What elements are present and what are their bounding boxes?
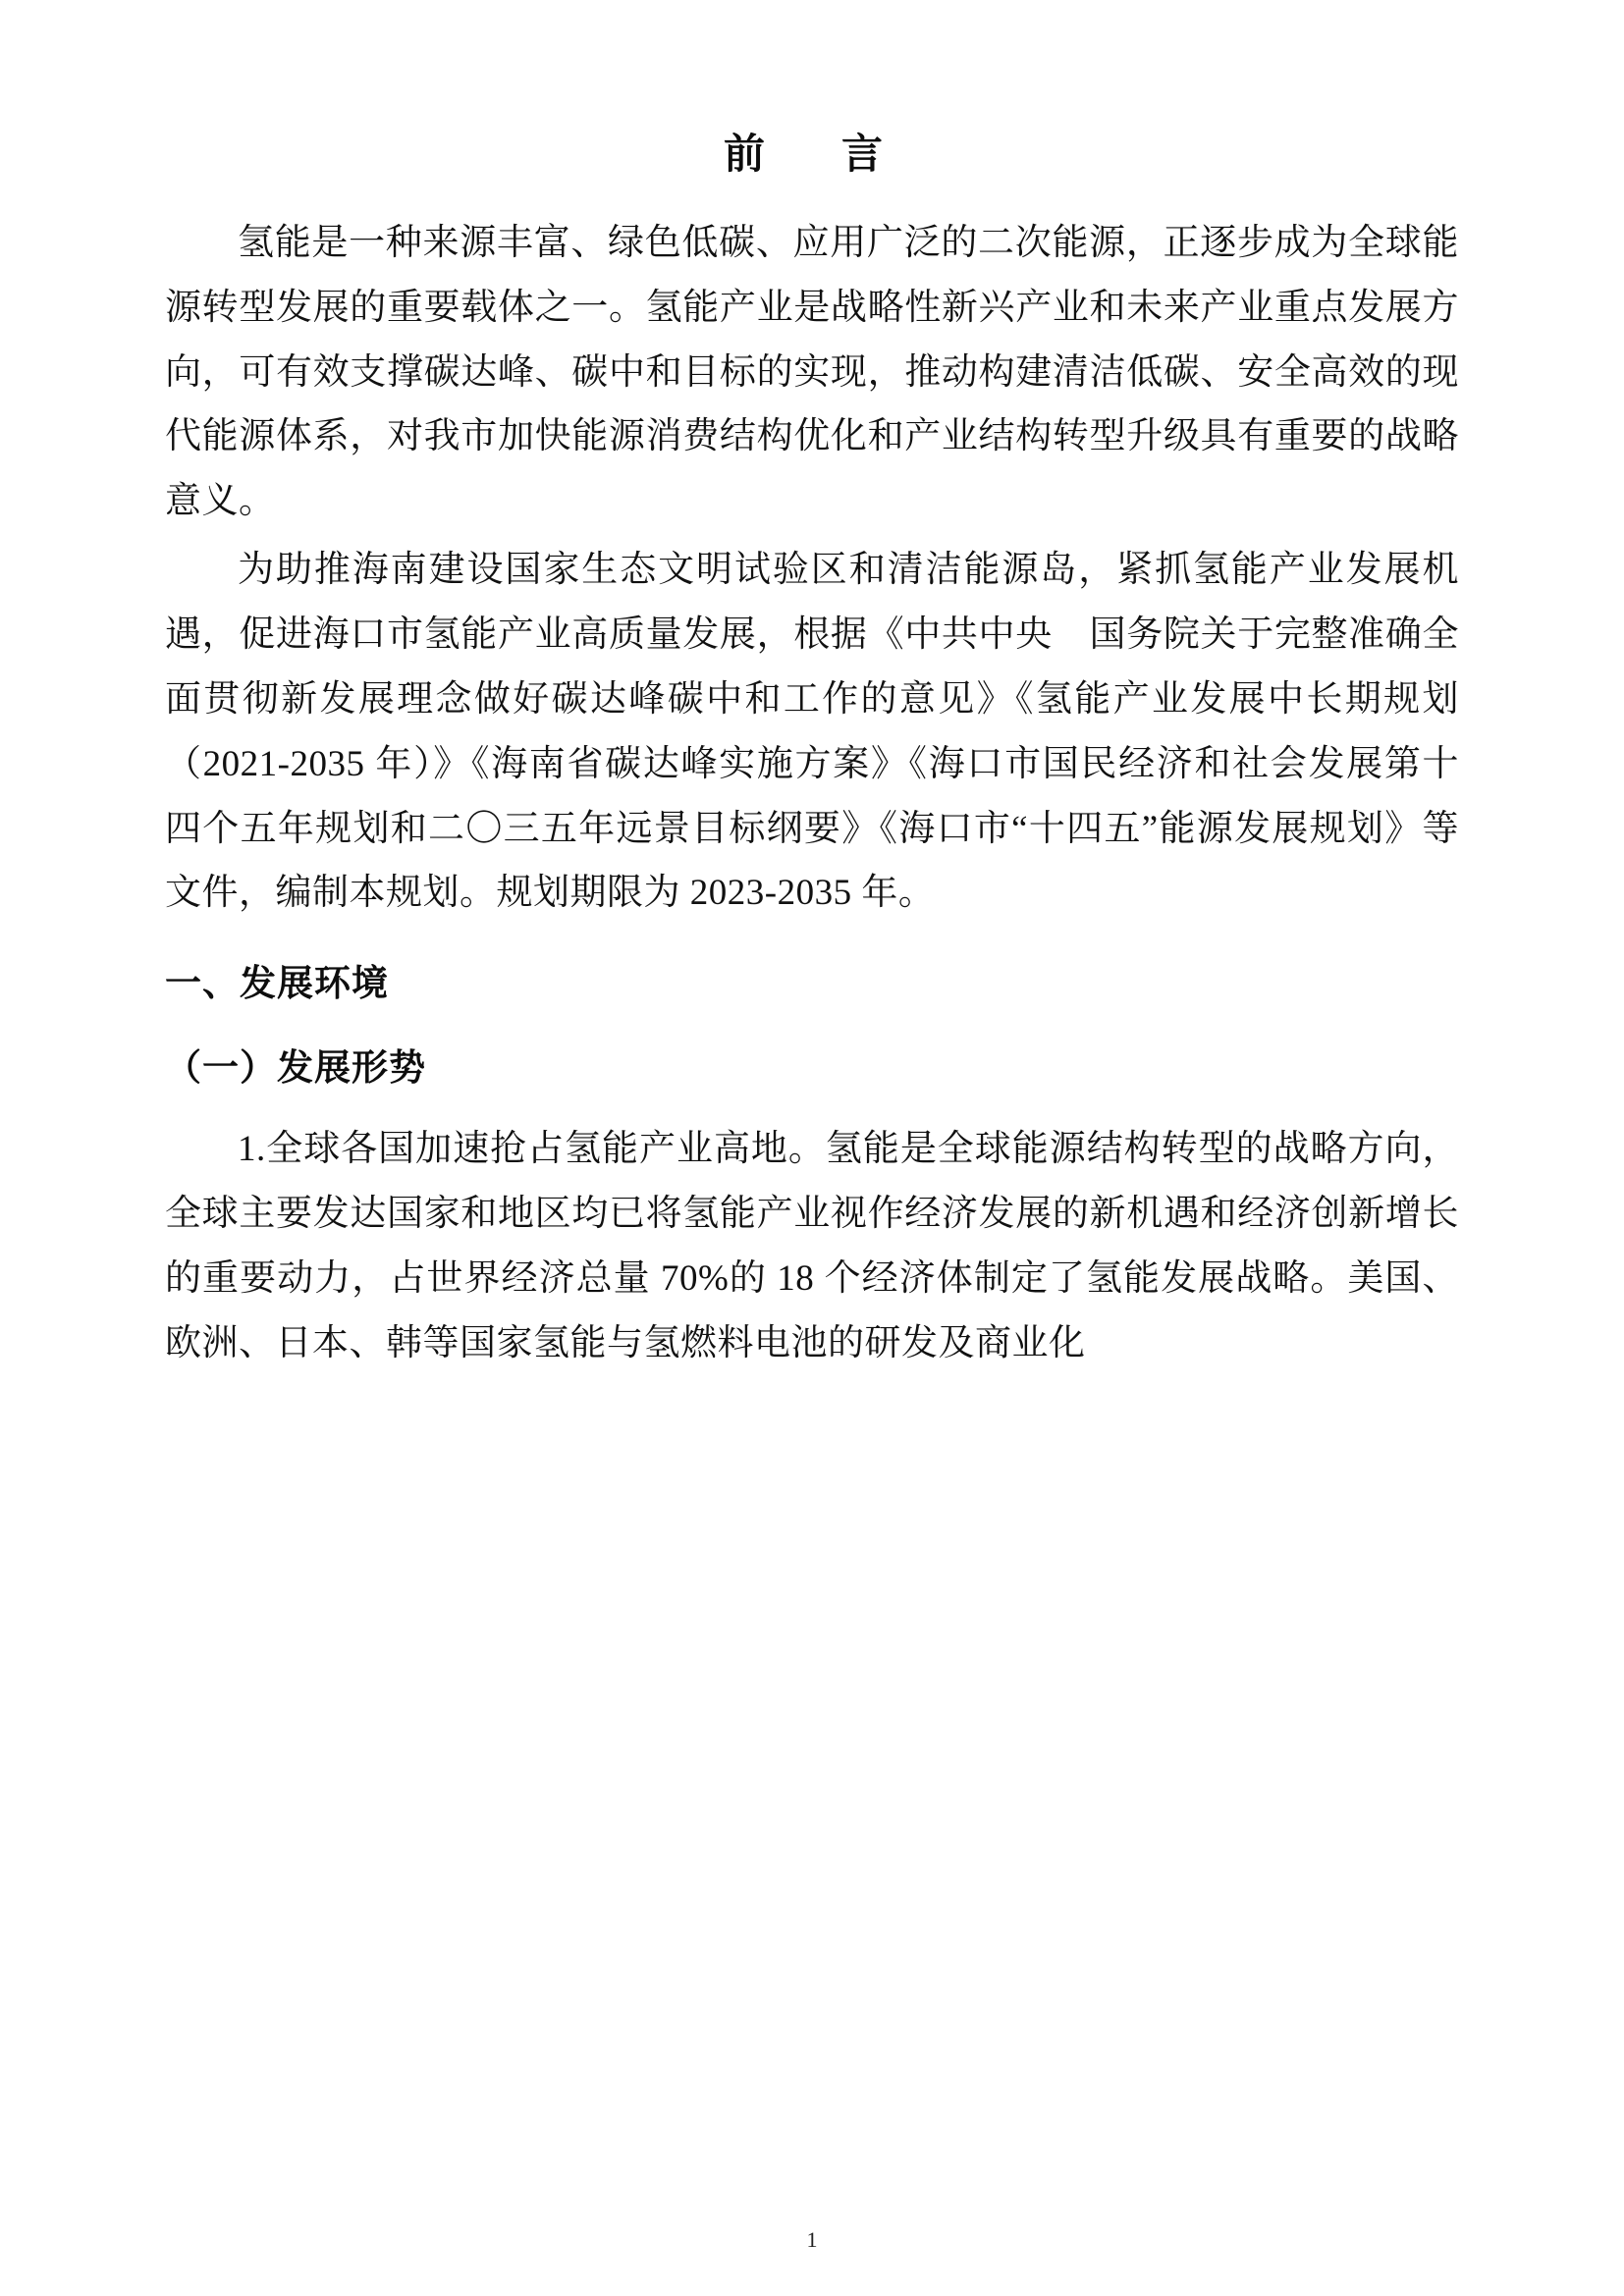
- paragraph-body-1: 1.全球各国加速抢占氢能产业高地。氢能是全球能源结构转型的战略方向，全球主要发达国家和地区均已将氢能产业视作经济发展的新机遇和经济创新增长的重要动力，占世界经济总量 70%的 18 个经济体制定了氢能发展战略。美国、欧洲、日本、韩等国家氢能与氢燃料电池的研发及商业化: [165, 1129, 1459, 1364]
- paragraph-intro-1: 氢能是一种来源丰富、绿色低碳、应用广泛的二次能源，正逐步成为全球能源转型发展的重要载体之一。氢能产业是战略性新兴产业和未来产业重点发展方向，可有效支撑碳达峰、碳中和目标的实现，推动构建清洁低碳、安全高效的现代能源体系，对我市加快能源消费结构优化和产业结构转型升级具有重要的战略意义。: [165, 222, 1459, 522]
- page-number: 1: [806, 2227, 818, 2252]
- paragraph-intro-2: 为助推海南建设国家生态文明试验区和清洁能源岛，紧抓氢能产业发展机遇，促进海口市氢能产业高质量发展，根据《中共中央 国务院关于完整准确全面贯彻新发展理念做好碳达峰碳中和工作的意见》《氢能产业发展中长期规划（2021-2035 年）》《海南省碳达峰实施方案》《海口市国民经济和社会发展第十四个五年规划和二〇三五年远景目标纲要》《海口市“十四五”能源发展规划》等文件，编制本规划。规划期限为 2023-2035 年。: [165, 550, 1459, 914]
- subsection-heading-development-situation: （一）发展形势: [165, 1044, 426, 1089]
- page-title: 前 言: [723, 130, 900, 178]
- section-heading-development-environment: 一、发展环境: [165, 962, 389, 1005]
